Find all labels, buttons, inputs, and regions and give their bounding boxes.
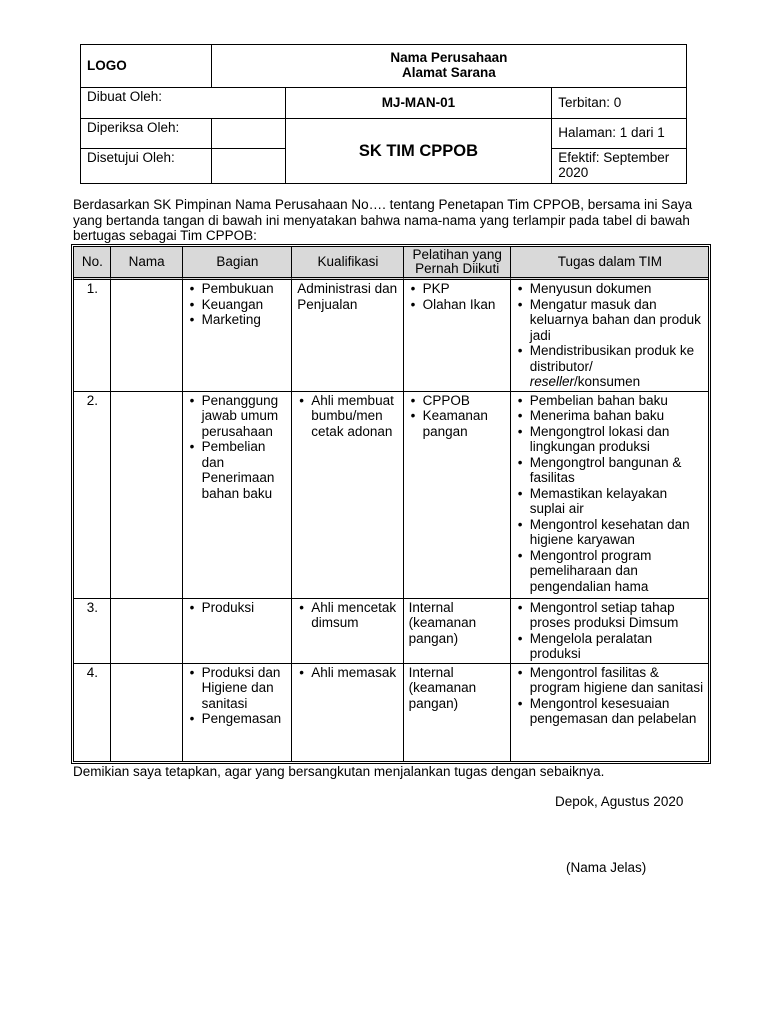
list-item: • CPPOB xyxy=(409,393,506,409)
list-item: • Mengontrol setiap tahap proses produksi Dimsum xyxy=(516,600,704,631)
approved-by-label: Disetujui Oleh: xyxy=(81,149,212,184)
row-kualifikasi xyxy=(292,392,403,599)
issue-number: Terbitan: 0 xyxy=(552,88,687,119)
row-kualifikasi xyxy=(292,664,403,761)
signature-name: (Nama Jelas) xyxy=(566,860,647,875)
row-pelatihan: Internal (keamanan pangan) xyxy=(404,664,511,761)
checked-by-label: Diperiksa Oleh: xyxy=(81,119,212,149)
row-kualifikasi xyxy=(292,599,403,664)
row-tugas xyxy=(511,280,708,392)
list-item-tail: /konsumen xyxy=(574,374,641,389)
table-row xyxy=(74,280,708,392)
list-item: • PKP xyxy=(409,281,506,297)
list-item: • Mengatur masuk dan keluarnya bahan dan produk jadi xyxy=(516,297,704,344)
document-header-table xyxy=(80,44,687,184)
row-bagian xyxy=(183,392,293,599)
approved-by-value xyxy=(211,149,285,184)
table-row xyxy=(74,392,708,599)
list-item: • Ahli membuat bumbu/men cetak adonan xyxy=(297,393,398,440)
list-item: • Ahli mencetak dimsum xyxy=(297,600,398,631)
row-number: 4. xyxy=(74,664,111,761)
list-item: • Pembelian dan Penerimaan bahan baku xyxy=(188,439,288,501)
header-bagian: Bagian xyxy=(183,247,293,280)
row-tugas xyxy=(511,664,708,761)
document-code: MJ-MAN-01 xyxy=(285,88,552,119)
checked-by-value xyxy=(211,119,285,149)
list-item: • Menyusun dokumen xyxy=(516,281,704,297)
list-item: • Memastikan kelayakan suplai air xyxy=(516,486,704,517)
table-row xyxy=(74,664,708,761)
header-pelatihan: Pelatihan yang Pernah Diikuti xyxy=(404,247,511,280)
intro-paragraph: Berdasarkan SK Pimpinan Nama Perusahaan No…. tentang Penetapan Tim CPPOB, bersama ini Saya yang bertanda tangan di bawah ini menyatakan bahwa nama-nama yang terlampir pada tabel di bawah bertugas sebagai Tim CPPOB: xyxy=(73,197,693,243)
company-address: Alamat Sarana xyxy=(401,65,496,80)
list-item: • Mengontrol fasilitas & program higiene dan sanitasi xyxy=(516,665,704,696)
list-item-italic: reseller xyxy=(529,374,575,389)
row-pelatihan: Internal (keamanan pangan) xyxy=(404,599,511,664)
row-tugas xyxy=(511,599,708,664)
list-item: • Produksi dan Higiene dan sanitasi xyxy=(188,665,288,712)
list-item: • Mengongtrol lokasi dan lingkungan produksi xyxy=(516,424,704,455)
company-info xyxy=(211,45,686,88)
list-item: • Pembukuan xyxy=(188,281,288,297)
row-nama xyxy=(111,280,183,392)
row-number: 2. xyxy=(74,392,111,599)
row-kualifikasi: Administrasi dan Penjualan xyxy=(292,280,403,392)
list-item: • Penanggung jawab umum perusahaan xyxy=(188,393,288,440)
row-nama xyxy=(111,664,183,761)
page-number: Halaman: 1 dari 1 xyxy=(552,119,687,149)
list-item-text: Mendistribusikan produk ke distributor/ xyxy=(529,343,695,374)
row-bagian xyxy=(183,280,293,392)
row-tugas xyxy=(511,392,708,599)
list-item: • Keuangan xyxy=(188,297,288,313)
list-item: • Olahan Ikan xyxy=(409,297,506,313)
list-item: • Ahli memasak xyxy=(297,665,398,681)
header-tugas: Tugas dalam TIM xyxy=(511,247,708,280)
row-nama xyxy=(111,599,183,664)
list-item: • Mengelola peralatan produksi xyxy=(516,631,704,662)
row-bagian xyxy=(183,599,293,664)
closing-statement: Demikian saya tetapkan, agar yang bersangkutan menjalankan tugas dengan sebaiknya. xyxy=(73,764,605,779)
row-number: 3. xyxy=(74,599,111,664)
list-item: • Mengontrol program pemeliharaan dan pengendalian hama xyxy=(516,548,704,595)
list-item: • Pengemasan xyxy=(188,711,288,727)
list-item: • Mengontrol kesehatan dan higiene karyawan xyxy=(516,517,704,548)
logo-placeholder: LOGO xyxy=(81,45,212,88)
list-item: • Mengongtrol bangunan & fasilitas xyxy=(516,455,704,486)
row-nama xyxy=(111,392,183,599)
row-pelatihan xyxy=(404,392,511,599)
team-table xyxy=(71,244,711,764)
list-item: • Marketing xyxy=(188,312,288,328)
list-item: • Menerima bahan baku xyxy=(516,408,704,424)
header-kualifikasi: Kualifikasi xyxy=(292,247,403,280)
list-item: • Produksi xyxy=(188,600,288,616)
company-name: Nama Perusahaan xyxy=(390,50,508,66)
place-and-date: Depok, Agustus 2020 xyxy=(555,794,684,809)
header-no: No. xyxy=(74,247,111,280)
header-nama: Nama xyxy=(111,247,183,280)
row-bagian xyxy=(183,664,293,761)
document-title: SK TIM CPPOB xyxy=(285,119,552,184)
list-item: • Keamanan pangan xyxy=(409,408,506,439)
list-item: • Pembelian bahan baku xyxy=(516,393,704,409)
list-item: • Mengontrol kesesuaian pengemasan dan pelabelan xyxy=(516,696,704,727)
table-row xyxy=(74,599,708,664)
made-by-label: Dibuat Oleh: xyxy=(81,88,286,119)
row-number: 1. xyxy=(74,280,111,392)
list-item xyxy=(516,343,704,390)
effective-date: Efektif: September 2020 xyxy=(552,149,687,184)
row-pelatihan xyxy=(404,280,511,392)
